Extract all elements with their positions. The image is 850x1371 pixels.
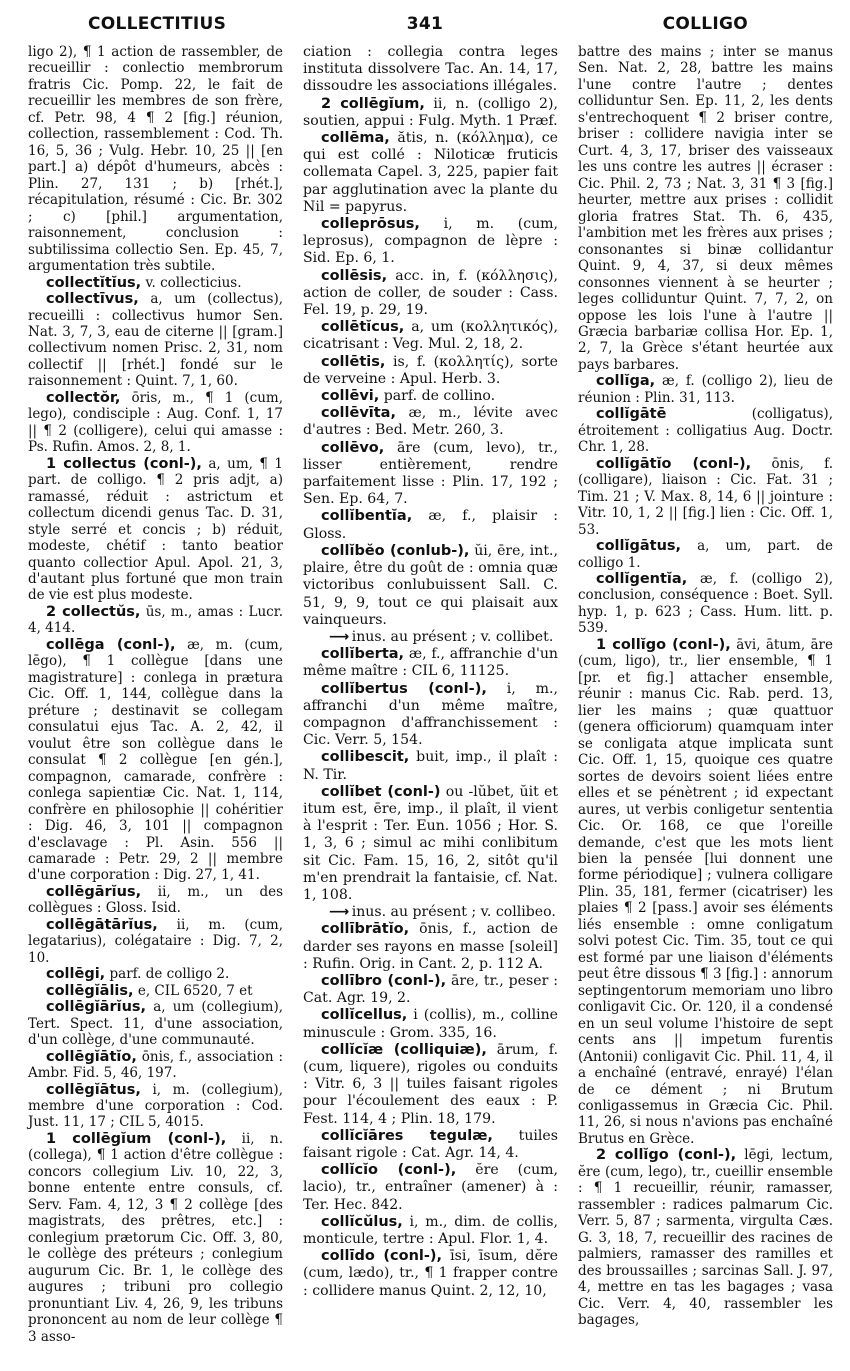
entry-text: a, um (collegium), Tert. Spect. 11, d'une association, d'un collège, d'une communauté. bbox=[28, 999, 283, 1049]
dictionary-entry bbox=[28, 983, 283, 999]
dictionary-entry bbox=[578, 637, 833, 1148]
dictionary-entry bbox=[303, 388, 558, 405]
entry-text: īsi, īsum, dĕre (cum, lædo), tr., ¶ 1 frapper contre : collidere manus Quint. 2, 12, 10, bbox=[303, 1248, 558, 1299]
dictionary-entry bbox=[28, 637, 283, 884]
headword: collĭgentĭa, bbox=[596, 571, 688, 587]
column-middle bbox=[303, 44, 558, 1300]
column-right bbox=[578, 44, 833, 1329]
dictionary-entry bbox=[303, 1214, 558, 1248]
headword: collēgĭālis, bbox=[46, 982, 134, 999]
dictionary-entry bbox=[303, 749, 558, 783]
entry-text: ligo 2), ¶ 1 action de rassembler, de recueillir : conlectio membrorum fratris Cic. Pomp. 22, le fait de recueillir les membres de son frère, cf. Petr. 98, 4 ¶ 2 [fig.] réunion, collection, rassemblement : Cod. Th. 16, 5, 36 ; Vulg. Hebr. 10, 25 || [en part.] a) dépôt d'humeurs, abcès : Plin. 27, 131 ; b) [rhét.], récapitulation, résumé : Cic. Br. 302 ; c) [phil.] argumentation, raisonnement, conclusion : subtilissima collectio Sen. Ep. 45, 7, argumentation très subtile. bbox=[28, 44, 283, 275]
headword: collētĭcus, bbox=[321, 319, 405, 336]
entry-text: i (collis), m., colline minuscule : Grom. 335, 16. bbox=[303, 1007, 558, 1041]
entry-text: i, m., affranchi d'un même maître, compagnon d'affranchissement : Cic. Verr. 5, 154. bbox=[303, 680, 558, 749]
entry-text: ōnis, f. (colligare), liaison : Cic. Fat. 31 ; Tim. 21 ; V. Max. 8, 14, 6 || jointure : Vitr. 10, 1, 2 || [fig.] lien : Cic. Off. 1, 53. bbox=[578, 455, 833, 538]
dictionary-entry bbox=[303, 440, 558, 509]
entry-text: e, CIL 6520, 7 et bbox=[137, 982, 253, 999]
dictionary-entry bbox=[578, 44, 833, 373]
entry-text: ŭi, ēre, int., plaire, être du goût de : omnia quæ victoribus conlubuissent Sall. C. 51, 9, 9, tout ce qui plaisait aux vainqueurs. bbox=[303, 542, 558, 628]
entry-text: ōnis, f., action de darder ses rayons en masse [soleil] : Rufin. Orig. in Cant. 2, p. 112 A. bbox=[303, 921, 558, 972]
header-left-word: COLLECTITIUS bbox=[88, 14, 227, 34]
entry-text: parf. de collino. bbox=[383, 388, 496, 405]
dictionary-entry bbox=[303, 973, 558, 1007]
headword: collĭgātus, bbox=[596, 538, 682, 555]
entry-text: æ, f. (colligo 2), lieu de réunion : Plin. 31, 113. bbox=[578, 373, 833, 406]
arrow-icon: ⟶ bbox=[329, 628, 348, 645]
headword: collēga (conl-), bbox=[46, 636, 176, 653]
headword: collēsis, bbox=[321, 267, 388, 284]
dictionary-entry bbox=[303, 44, 558, 96]
headword: collēgĭātĭo, bbox=[46, 1048, 137, 1065]
entry-text: is, f. (κολλητίς), sorte de verveine : Apul. Herb. 3. bbox=[303, 353, 559, 387]
entry-text: ii, n. (colligo 2), soutien, appui : Fulg. Myth. 1 Præf. bbox=[303, 95, 558, 129]
entry-text: æ, m. (cum, lēgo), ¶ 1 collègue [dans une magistrature] : conlega in prætura Cic. Off. 1, 144, collègue dans la préture ; destinavit se collegam consulatui ejus Tac. A. 2, 42, il voulut être son collègue dans le consulat ¶ 2 collègue [en gén.], compagnon, camarade, confrère : conlega sapientiæ Cic. Nat. 1, 114, confrère en philosophie || cohéritier : Dig. 46, 3, 101 || compagnon d'esclavage : Pl. Asin. 556 || camarade : Petr. 29, 2 || membre d'une corporation : Dig. 27, 1, 41. bbox=[28, 636, 283, 884]
entry-text: ōnis, f., association : Ambr. Fid. 5, 46, 197. bbox=[28, 1048, 283, 1082]
headword: collectŏr, bbox=[46, 389, 121, 406]
headword: collēvo, bbox=[321, 439, 385, 456]
headword: collĭga, bbox=[596, 373, 656, 390]
dictionary-entry bbox=[303, 1248, 558, 1300]
headword: 1 collēgĭum (conl-), bbox=[46, 1130, 227, 1147]
headword: collēvīta, bbox=[321, 405, 396, 422]
headword: collĭcellus, bbox=[321, 1007, 408, 1024]
entry-note bbox=[329, 904, 558, 921]
dictionary-entry bbox=[303, 354, 558, 388]
entry-text: i, m. (collegium), membre d'une corporation : Cod. Just. 11, 17 ; CIL 5, 4015. bbox=[28, 1081, 283, 1131]
headword: collĭcĭo (conl-), bbox=[321, 1162, 457, 1179]
headword: collētis, bbox=[321, 353, 386, 370]
entry-text: buit, imp., il plaît : N. Tir. bbox=[303, 749, 558, 783]
entry-text: ĕre (cum, lacio), tr., entraîner (amener) à : Ter. Hec. 842. bbox=[303, 1162, 558, 1213]
dictionary-entry bbox=[303, 508, 558, 542]
headword: collĭcĭæ (colliquiæ), bbox=[321, 1041, 487, 1058]
entry-text: tuiles faisant rigole : Cat. Agr. 14, 4. bbox=[303, 1127, 559, 1161]
entry-text: ārum, f. (cum, liquere), rigoles ou conduits : Vitr. 6, 3 || tuiles faisant rigoles pour l'écoulement des eaux : P. Fest. 114, 4 ; Plin. 18, 179. bbox=[303, 1041, 558, 1127]
headword: collēgātārĭus, bbox=[46, 916, 158, 933]
dictionary-entry bbox=[303, 543, 558, 629]
entry-text: a, um, ¶ 1 part. de colligo. ¶ 2 pris adjt, a) ramassé, réduit : astrictum et collectum dicendi genus Tac. D. 31, style serré et concis ; b) réduit, modeste, chétif : tanto beatior quanto collectior Apul. Apol. 21, 3, d'autant plus fortuné que mon train de vie est plus modeste. bbox=[28, 455, 283, 604]
dictionary-entry bbox=[303, 1007, 558, 1041]
dictionary-entry bbox=[28, 456, 283, 604]
dictionary-entry bbox=[303, 130, 558, 216]
entry-text: æ, m., lévite avec d'autres : Bed. Metr. 260, 3. bbox=[303, 405, 558, 439]
entry-text: i, m., dim. de collis, monticule, tertre : Apul. Flor. 1, 4. bbox=[303, 1213, 558, 1248]
headword: collĭcŭlus, bbox=[321, 1213, 403, 1230]
dictionary-entry bbox=[303, 1162, 558, 1214]
headword: collectĭtĭus, bbox=[46, 274, 142, 291]
dictionary-entry bbox=[578, 538, 833, 571]
headword: collīdo (conl-), bbox=[321, 1248, 443, 1265]
dictionary-entry bbox=[578, 373, 833, 406]
entry-text: v. collecticius. bbox=[145, 274, 242, 291]
entry-text: æ, f., affranchie d'un même maître : CIL 6, 11125. bbox=[303, 646, 559, 680]
dictionary-entry bbox=[28, 1131, 283, 1345]
dictionary-entry bbox=[303, 268, 558, 320]
entry-text: a, um (collectus), recueilli : collectivus humor Sen. Nat. 3, 7, 3, eau de citerne || [gram.] collectivum nomen Prisc. 2, 31, nom collectif || [rhét.] fondé sur le raisonnement : Quint. 7, 1, 60. bbox=[28, 291, 283, 390]
entry-text: (colligatus), étroitement : colligatius Aug. Doctr. Chr. 1, 28. bbox=[578, 406, 833, 456]
entry-text: ōris, m., ¶ 1 (cum, lego), condisciple : Aug. Conf. 1, 17 || ¶ 2 (colligere), celui qui amasse : Ps. Rufin. Amos. 2, 8, 1. bbox=[28, 389, 283, 456]
headword: collēvi, bbox=[321, 388, 380, 405]
dictionary-entry bbox=[28, 275, 283, 291]
headword: 1 collectus (conl-), bbox=[46, 455, 202, 472]
headword: collectīvus, bbox=[46, 291, 139, 308]
headword: 1 collĭgo (conl-), bbox=[596, 636, 731, 653]
headword: collēgārĭus, bbox=[46, 883, 142, 900]
headword: 2 collēgĭum, bbox=[321, 95, 425, 112]
headword: collēgĭātus, bbox=[46, 1081, 141, 1098]
entry-text: ii, n. (collega), ¶ 1 action d'être collègue : concors collegium Liv. 10, 22, 3, bonne entente entre consuls, cf. Serv. Fam. 4, 12, 3 ¶ 2 collège [des magistrats, des prêtres, etc.] : conlegium prætorum Cic. Off. 3, 80, le collège des préteurs ; conlegium augurum Cic. Br. 1, le collège des augures ; tribuni pro collegio pronuntiant Liv. 4, 26, 9, les tribuns prononcent au nom de leur collège ¶ 3 asso- bbox=[28, 1130, 283, 1345]
headword: 2 collectŭs, bbox=[46, 603, 141, 620]
dictionary-entry bbox=[28, 917, 283, 966]
entry-text: a, um (κολλητικός), cicatrisant : Veg. Mul. 2, 18, 2. bbox=[303, 319, 559, 353]
entry-text: battre des mains ; inter se manus Sen. Nat. 2, 28, battre les mains l'une contre l'autre ; dentes colliduntur Sen. Ep. 11, 2, les dents s'entrechoquent ¶ 2 briser contre, briser : collidere navigia inter se Curt. 4, 3, 17, briser des vaisseaux les uns contre les autres || écraser : Cic. Phil. 2, 73 ; Nat. 3, 31 ¶ 3 [fig.] heurter, mettre aux prises : collidit gloria fratres Stat. Th. 6, 435, l'ambition met les frères aux prises ; consonantes si binæ collidantur Quint. 9, 4, 37, si deux mêmes consonnes viennent à se heurter ; leges colliduntur Quint. 7, 7, 2, on oppose les lois l'une à l'autre || Græcia barbariæ collisa Hor. Ep. 1, 2, 7, la Grèce s'étant heurtée aux pays barbares. bbox=[578, 44, 833, 373]
dictionary-entry bbox=[303, 96, 558, 130]
entry-text: ii, m., un des collègues : Gloss. Isid. bbox=[28, 883, 283, 917]
entry-text: æ, f., plaisir : Gloss. bbox=[303, 508, 558, 542]
headword: collĭberta, bbox=[321, 646, 405, 663]
dictionary-entry bbox=[28, 390, 283, 456]
dictionary-entry bbox=[303, 319, 558, 353]
running-header bbox=[0, 14, 850, 40]
entry-text: lēgi, lectum, ĕre (cum, lego), tr., cueillir ensemble : ¶ 1 recueillir, réunir, ramasser, rassembler : radices palmarum Cic. Verr. 5, 87 ; sarmenta, virgulta Cæs. G. 3, 18, 7, recueillir des racines de palmiers, ramasser des ramilles et des broussailles ; sarcinas Sall. J. 97, 4, mettre en tas les bagages ; vasa Cic. Verr. 4, 40, rassembler les bagages, bbox=[578, 1147, 833, 1329]
headword: collībro (conl-), bbox=[321, 972, 447, 989]
entry-note bbox=[329, 629, 558, 646]
column-left bbox=[28, 44, 283, 1345]
entry-text: āvi, ātum, āre (cum, ligo), tr., lier ensemble, ¶ 1 [pr. et fig.] attacher ensemble, réunir : manus Cic. Rab. perd. 13, lier les mains ; quæ quattuor (genera officiorum) quamquam inter se conligata atque implicata sunt Cic. Off. 1, 15, quoique ces quatre sortes de devoirs soient liées entre elles et se pénètrent ; id expectant aures, ut verbis conligetur sententia Cic. Or. 168, ce que l'oreille demande, c'est que les mots lient bien la pensée [lui donnent une forme périodique] ; vulnera colligare Plin. 35, 181, fermer (cicatriser) les plaies ¶ 2 [pass.] avoir ses éléments liés ensemble : omne conligatum solvi potest Cic. Tim. 35, tout ce qui est formé par une liaison d'éléments peut être dissous ¶ 3 [fig.] : annorum septingentorum memoriam uno libro conligavit Cic. Or. 120, il a condensé en un seul volume l'histoire de sept cents ans || impetum furentis (Antonii) conligavit Cic. Phil. 11, 4, il a enchaîné (entravé, enrayé) l'élan de ce dément ; ni Brutum conligassemus in Græcia Cic. Phil. 11, 26, si nous n'avions pas enchaîné Brutus en Grèce. bbox=[578, 636, 834, 1147]
headword: collĭbentĭa, bbox=[321, 508, 413, 525]
entry-text: āre (cum, levo), tr., lisser entièrement, rendre parfaitement lisse : Plin. 17, 192 ; Sen. Ep. 64, 7. bbox=[303, 439, 558, 508]
arrow-icon: ⟶ bbox=[329, 904, 348, 921]
entry-text: a, um, part. de colligo 1. bbox=[578, 538, 833, 571]
dictionary-entry bbox=[28, 966, 283, 982]
headword: collĭgātē bbox=[596, 406, 667, 423]
entry-text: æ, f. (colligo 2), conclusion, conséquence : Boet. Syll. hyp. 1, p. 623 ; Cass. Hum. litt. p. 539. bbox=[578, 571, 833, 637]
dictionary-entry bbox=[28, 1049, 283, 1082]
dictionary-entry bbox=[303, 921, 558, 973]
dictionary-entry bbox=[303, 1128, 558, 1162]
dictionary-entry bbox=[28, 1082, 283, 1131]
dictionary-entry bbox=[303, 784, 558, 904]
entry-text: ii, m. (cum, legatarius), colégataire : Dig. 7, 2, 10. bbox=[28, 916, 283, 966]
headword: 2 collĭgo (conl-), bbox=[596, 1147, 737, 1164]
headword: collĭcĭāres tegulæ, bbox=[321, 1127, 493, 1144]
dictionary-entry bbox=[28, 999, 283, 1048]
headword: collēgi, bbox=[46, 966, 106, 983]
entry-text: inus. au présent ; v. collibet. bbox=[351, 628, 554, 645]
headword: collĭgātĭo (conl-), bbox=[596, 455, 752, 472]
dictionary-entry bbox=[28, 604, 283, 637]
dictionary-entry bbox=[303, 405, 558, 439]
entry-text: acc. in, f. (κόλλησις), action de coller, de souder : Cass. Fel. 19, p. 29, 19. bbox=[303, 267, 558, 319]
dictionary-entry bbox=[578, 1147, 833, 1328]
headword: colleprōsus, bbox=[321, 216, 420, 233]
headword: collĭbet (conl-) bbox=[321, 783, 441, 800]
dictionary-entry bbox=[28, 291, 283, 390]
entry-text: inus. au présent ; v. collibeo. bbox=[351, 904, 556, 921]
dictionary-entry bbox=[303, 1042, 558, 1128]
entry-text: ou -lŭbet, ŭit et itum est, ēre, imp., il plaît, il vient à l'esprit : Ter. Eun. 1056 ; Hor. S. 1, 3, 6 ; simul ac mihi conlibitum sit Cic. Fam. 15, 16, 2, sitôt qu'il m'en prendrait la fantaisie, cf. Nat. 1, 108. bbox=[303, 783, 558, 903]
entry-text: parf. de colligo 2. bbox=[109, 966, 230, 983]
header-right-word: COLLIGO bbox=[662, 14, 748, 34]
headword: collĭbĕo (conlub-), bbox=[321, 542, 470, 559]
dictionary-entry bbox=[578, 406, 833, 455]
dictionary-entry bbox=[578, 571, 833, 637]
headword: collĭbertus (conl-), bbox=[321, 680, 487, 697]
dictionary-entry bbox=[303, 646, 558, 680]
entry-text: i, m. (cum, leprosus), compagnon de lèpre : Sid. Ep. 6, 1. bbox=[303, 216, 559, 267]
entry-text: ūs, m., amas : Lucr. 4, 414. bbox=[28, 603, 283, 637]
dictionary-entry bbox=[28, 884, 283, 917]
entry-text: ciation : collegia contra leges instituta dissolvere Tac. An. 14, 17, dissoudre les associations illégales. bbox=[303, 44, 558, 95]
dictionary-entry bbox=[28, 44, 283, 275]
dictionary-entry bbox=[303, 681, 558, 750]
entry-text: āre, tr., peser : Cat. Agr. 19, 2. bbox=[303, 972, 559, 1007]
dictionary-entry bbox=[303, 216, 558, 268]
headword: collēma, bbox=[321, 130, 390, 147]
headword: collibescit, bbox=[321, 749, 410, 766]
headword: collēgĭārĭus, bbox=[46, 999, 147, 1016]
entry-text: ătis, n. (κόλλημα), ce qui est collé : Niloticæ fruticis collemata Capel. 3, 225, papier fait par agglutination avec la plante du Nil = papyrus. bbox=[303, 130, 558, 215]
headword: collībrātĭo, bbox=[321, 921, 410, 938]
page-number: 341 bbox=[406, 14, 444, 34]
dictionary-entry bbox=[578, 456, 833, 538]
